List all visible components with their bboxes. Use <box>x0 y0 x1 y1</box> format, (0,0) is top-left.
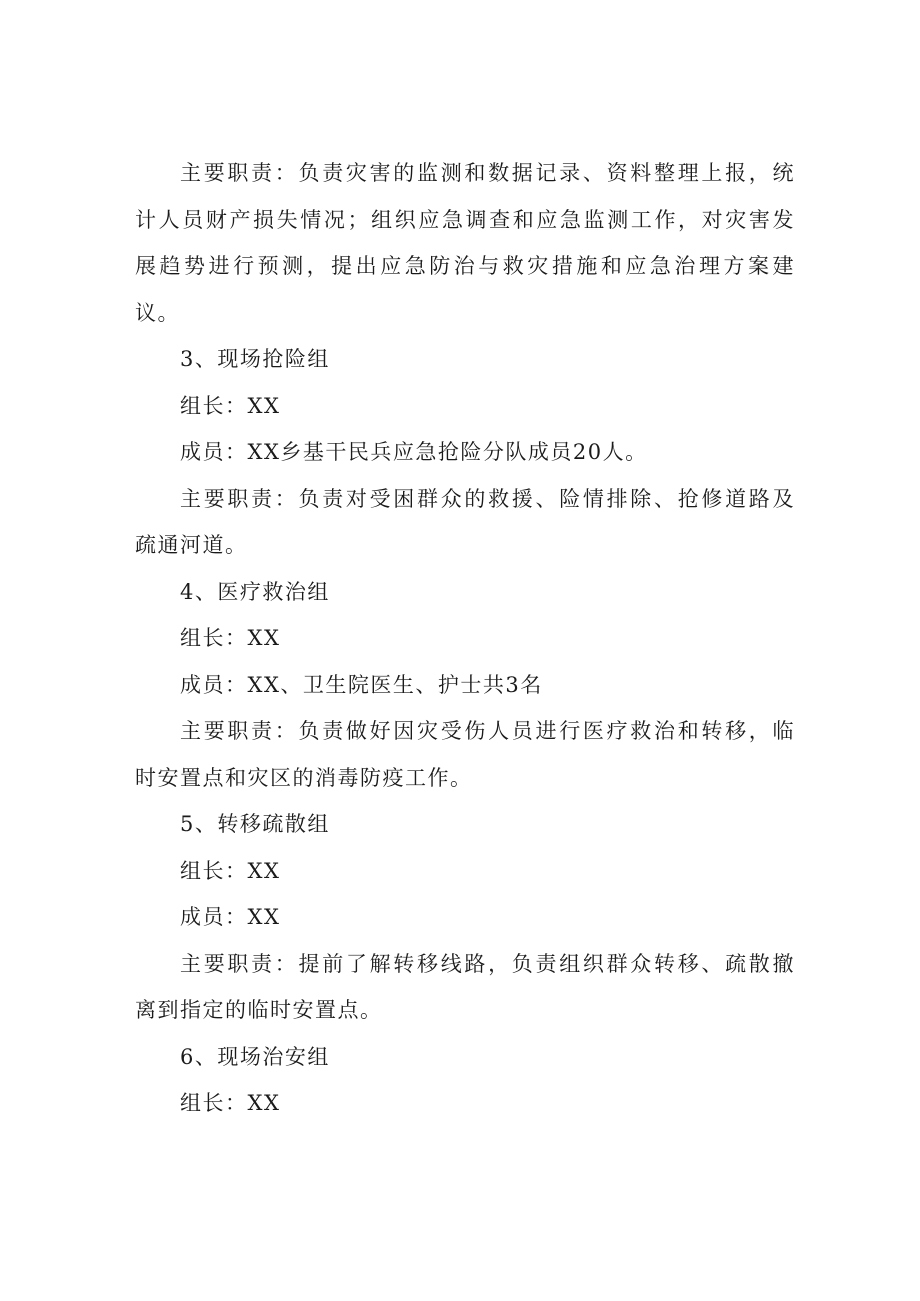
document-body <box>135 150 795 1127</box>
section-heading: 6、现场治安组 <box>180 1044 330 1069</box>
group-leader: 组长：XX <box>180 626 281 650</box>
section-heading: 4、医疗救治组 <box>180 579 330 604</box>
paragraph-line: 疏通河道。 <box>135 533 248 557</box>
group-leader: 组长：XX <box>180 393 281 418</box>
paragraph-line: 时安置点和灾区的消毒防疫工作。 <box>135 765 473 790</box>
section-heading: 3、现场抢险组 <box>180 347 330 371</box>
paragraph-line: 主要职责：提前了解转移线路，负责组织群众转移、疏散撤 <box>180 951 795 976</box>
group-members: 成员：XX、卫生院医生、护士共3名 <box>180 672 543 697</box>
paragraph-line: 议。 <box>135 300 180 325</box>
paragraph-line: 主要职责：负责灾害的监测和数据记录、资料整理上报，统 <box>180 161 795 185</box>
group-members: 成员：XX <box>180 905 281 929</box>
paragraph-line: 离到指定的临时安置点。 <box>135 998 383 1022</box>
section-heading: 5、转移疏散组 <box>180 812 330 836</box>
group-members: 成员：XX乡基干民兵应急抢险分队成员20人。 <box>180 440 648 464</box>
group-leader: 组长：XX <box>180 1091 281 1115</box>
paragraph-line: 计人员财产损失情况；组织应急调查和应急监测工作，对灾害发 <box>135 207 795 232</box>
paragraph-line: 展趋势进行预测，提出应急防治与救灾措施和应急治理方案建 <box>135 254 795 278</box>
paragraph-line: 主要职责：负责做好因灾受伤人员进行医疗救治和转移，临 <box>180 719 795 743</box>
paragraph-line: 主要职责：负责对受困群众的救援、险情排除、抢修道路及 <box>180 486 795 511</box>
group-leader: 组长：XX <box>180 858 281 883</box>
